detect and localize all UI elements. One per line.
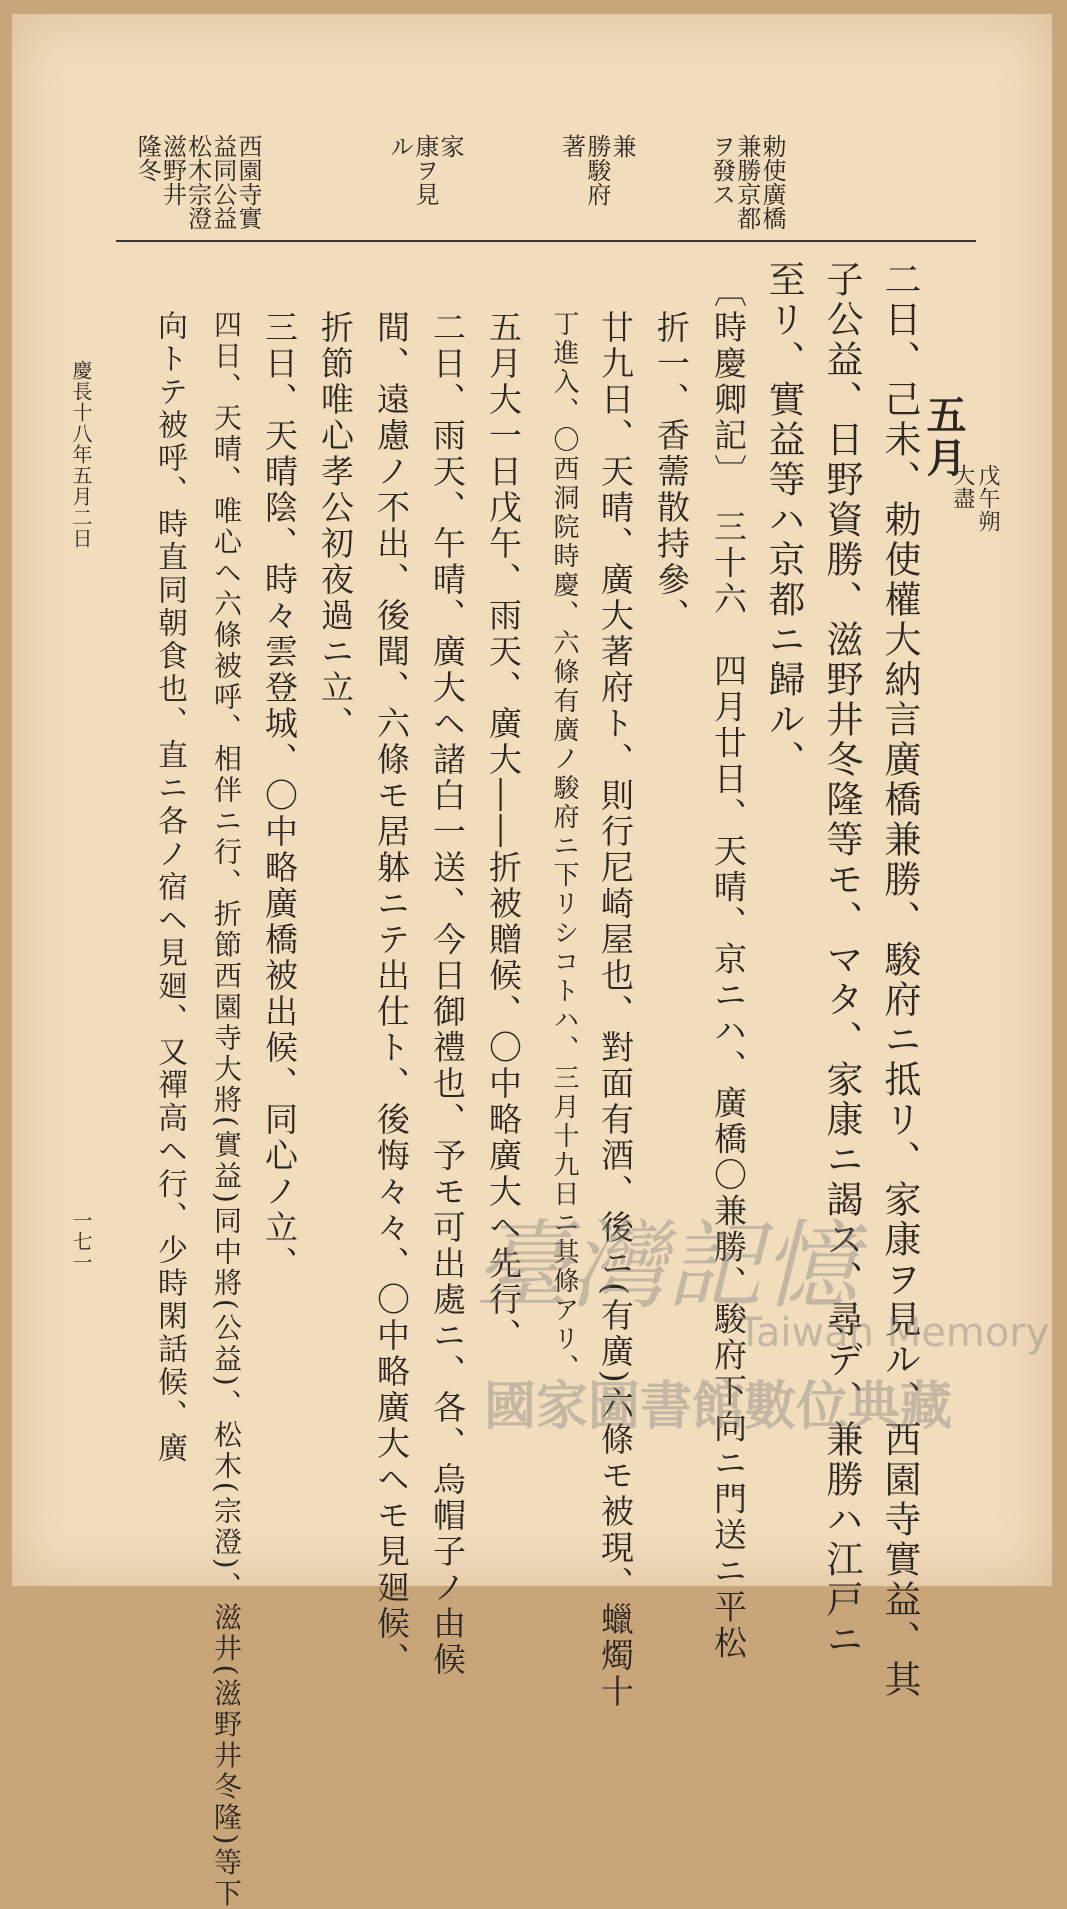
headnote-ieyasu: 家 康ヲ見 ル [385,134,464,206]
text-column-9: 二日、雨天、午晴、廣大ヘ諸白一送、今日御禮也、予モ可出處ニ、各、烏帽子ノ由候 [428,310,467,1678]
headnote-kanekatsu: 兼 勝駿府 著 [557,134,636,206]
text-column-2: 子公益、日野資勝、滋野井冬隆等モ、マタ、家康ニ謁ス、尋デ、兼勝ハ江戸ニ [820,260,863,1660]
running-footer-date: 慶長十八年五月二日 [69,360,93,549]
watermark-title: 臺灣記憶 [474,1210,858,1322]
text-column-6: 廿九日、天晴、廣大著府ト、則行尼崎屋也、對面有酒、後ニ(有廣)六條モ被現、蠟燭十 [596,310,635,1710]
watermark-subtitle: Taiwan Memory [738,1310,1050,1356]
text-column-11: 折節唯心孝公初夜過ニ立、 [316,310,355,742]
text-column-8: 五月大一日戊午、雨天、廣大――折被贈候、〇中略廣大ヘ先行、 [484,310,523,1354]
text-column-13: 四日、天晴、唯心ヘ六條被呼、相伴ニ行、折節西園寺大將(實益)同中將(公益)、松木(宗澄)、滋井(滋野井冬隆)等下 [210,310,243,1909]
text-column-3: 至リ、實益等ハ京都ニ歸ル、 [762,260,805,780]
book-page [12,14,1052,1909]
text-column-4-source: 〔時慶卿記〕 三十六 四月廿日、天晴、京ニハ、廣橋〇兼勝、駿府下向ニ門送ニ平松 [709,274,748,1662]
headnote-saionji: 西園寺實 益同公益 松木宗澄 滋野井 隆冬 [133,134,262,230]
month-heading: 五月 [920,394,967,480]
text-column-7: 丁進入、〇西洞院時慶、六條有廣ノ駿府ニ下リシコトハ、三月十九日ニ其條アリ、 [549,310,579,1383]
watermark-org: 國家圖書館數位典藏 [484,1377,953,1437]
text-column-12: 三日、天晴陰、時々雲登城、〇中略廣橋被出候、同心ノ立、 [260,310,299,1282]
page-number: 一七一 [69,1210,93,1273]
headnote-divider [116,240,976,242]
headnote-envoy: 勅使廣橋 兼勝京都 ヲ發ス [707,134,786,230]
text-column-1: 二日、己未、勅使權大納言廣橋兼勝、駿府ニ抵リ、家康ヲ見ル、西園寺實益、其 [878,260,921,1700]
text-column-5: 折一、香薷散持參、 [652,310,691,634]
text-column-10: 間、遠慮ノ不出、後聞、六條モ居躰ニテ出仕ト、後悔々々、〇中略廣大ヘモ見廻候、 [372,310,411,1678]
text-column-14: 向トテ被呼、時直同朝食也、直ニ各ノ宿ヘ見廻、又禪高ヘ行、少時閑話候、廣 [152,310,187,1465]
month-note: 戊午朔 大盡 [949,464,1000,533]
